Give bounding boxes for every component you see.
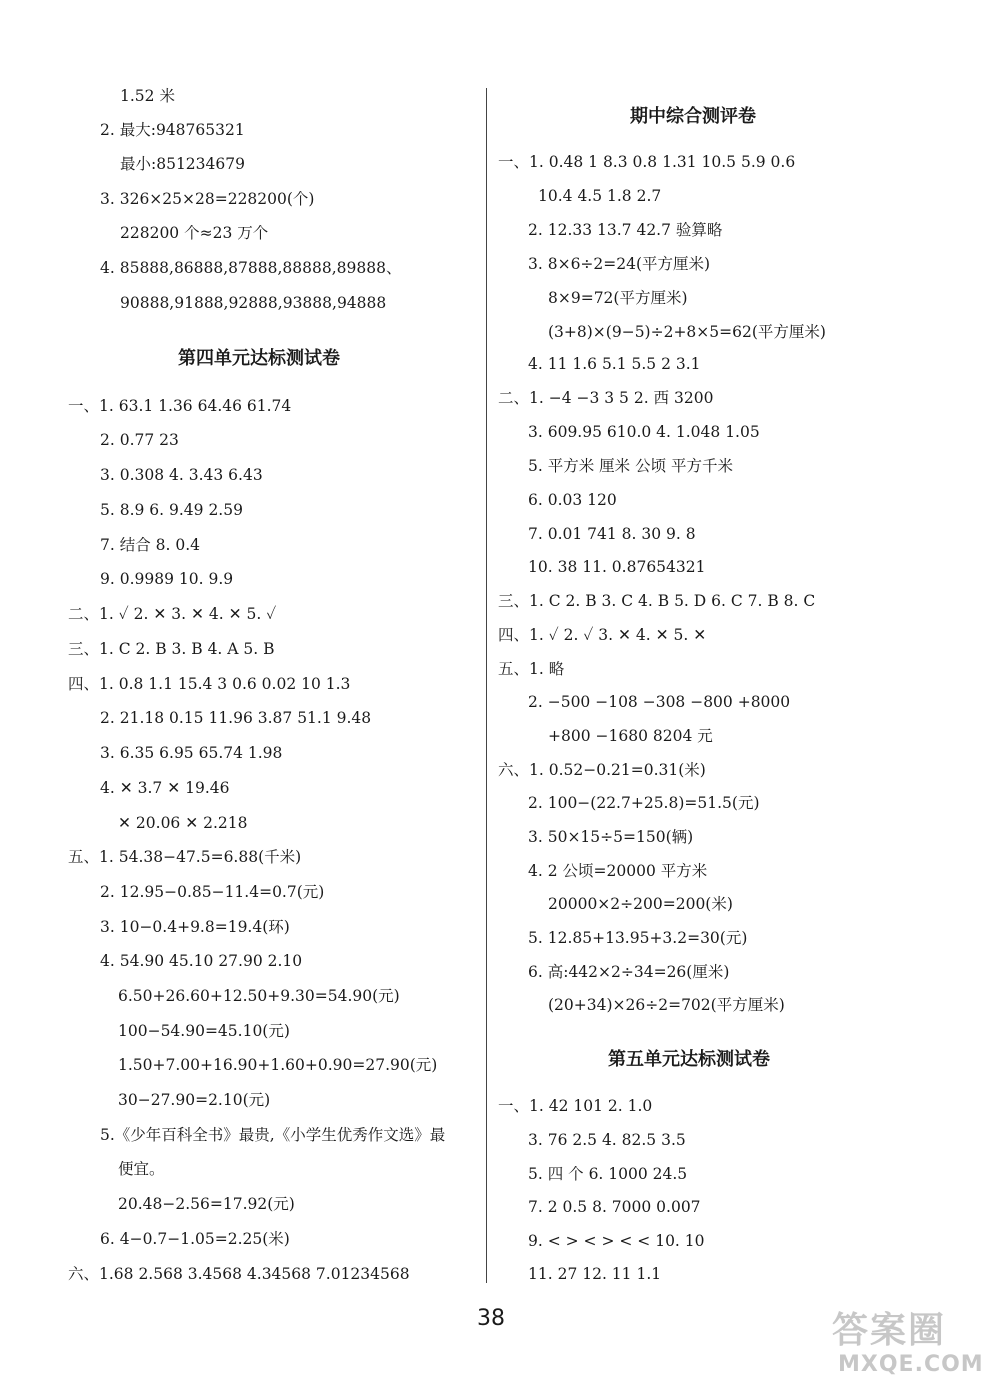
answer-line: 5. 12.85+13.95+3.2=30(元)	[528, 929, 748, 947]
answer-line: 2. −500 −108 −308 −800 +8000	[528, 693, 791, 711]
answer-line: 1.50+7.00+16.90+1.60+0.90=27.90(元)	[118, 1056, 438, 1074]
answer-line: 一、1. 63.1 1.36 64.46 61.74	[68, 397, 292, 415]
answer-line: 6. 高:442×2÷34=26(厘米)	[528, 963, 730, 981]
answer-line: 四、1. 0.8 1.1 15.4 3 0.6 0.02 10 1.3	[68, 675, 351, 693]
answer-line: 2. 最大:948765321	[100, 121, 245, 139]
answer-line: 三、1. C 2. B 3. B 4. A 5. B	[68, 640, 275, 658]
answer-line: 3. 50×15÷5=150(辆)	[528, 828, 694, 846]
answer-line: 三、1. C 2. B 3. C 4. B 5. D 6. C 7. B 8. C	[498, 592, 816, 610]
answer-line: 6. 0.03 120	[528, 491, 617, 509]
answer-line: 2. 12.95−0.85−11.4=0.7(元)	[100, 883, 325, 901]
answer-line: 228200 个≈23 万个	[120, 224, 269, 242]
answer-line: 一、1. 0.48 1 8.3 0.8 1.31 10.5 5.9 0.6	[498, 153, 796, 171]
answer-line: 6.50+26.60+12.50+9.30=54.90(元)	[118, 987, 400, 1005]
answer-line: 五、1. 略	[498, 660, 565, 678]
answer-line: 二、1. ✓ 2. ✕ 3. ✕ 4. ✕ 5. ✓	[68, 605, 277, 623]
answer-line: 二、1. −4 −3 3 5 2. 西 3200	[498, 389, 714, 407]
answer-line: 5. 平方米 厘米 公顷 平方千米	[528, 457, 733, 475]
watermark-title: 答案圈	[832, 1310, 947, 1351]
answer-line: 7. 0.01 741 8. 30 9. 8	[528, 525, 696, 543]
answer-line: 2. 0.77 23	[100, 431, 179, 449]
answer-line: 2. 21.18 0.15 11.96 3.87 51.1 9.48	[100, 709, 372, 727]
section-title: 第四单元达标测试卷	[178, 348, 340, 369]
answer-line: 7. 2 0.5 8. 7000 0.007	[528, 1198, 701, 1216]
answer-line: 7. 结合 8. 0.4	[100, 536, 201, 554]
answer-line: 1.52 米	[120, 87, 175, 105]
answer-line: 3. 6.35 6.95 65.74 1.98	[100, 744, 283, 762]
answer-line: 2. 12.33 13.7 42.7 验算略	[528, 221, 723, 239]
answer-line: 4. 85888,86888,87888,88888,89888、	[100, 259, 402, 277]
answer-line: 2. 100−(22.7+25.8)=51.5(元)	[528, 794, 760, 812]
answer-line: 3. 8×6÷2=24(平方厘米)	[528, 255, 711, 273]
answer-line: 五、1. 54.38−47.5=6.88(千米)	[68, 848, 302, 866]
answer-line: 最小:851234679	[120, 155, 245, 173]
answer-line: 六、1.68 2.568 3.4568 4.34568 7.01234568	[68, 1265, 410, 1283]
answer-line: 9. < > < > < < 10. 10	[528, 1232, 705, 1250]
watermark-url: MXQE.COM	[838, 1352, 984, 1377]
answer-line: 6. 4−0.7−1.05=2.25(米)	[100, 1230, 290, 1248]
section-title: 期中综合测评卷	[630, 106, 756, 127]
answer-line: 20000×2÷200=200(米)	[548, 895, 733, 913]
answer-line: 四、1. ✓ 2. ✓ 3. ✕ 4. ✕ 5. ✕	[498, 626, 707, 644]
answer-line: 5. 8.9 6. 9.49 2.59	[100, 501, 243, 519]
answer-line: +800 −1680 8204 元	[548, 727, 713, 745]
answer-line: 一、1. 42 101 2. 1.0	[498, 1097, 653, 1115]
answer-line: 便宜。	[118, 1160, 165, 1178]
answer-line: 8×9=72(平方厘米)	[548, 289, 688, 307]
answer-line: 3. 10−0.4+9.8=19.4(环)	[100, 918, 290, 936]
answer-line: 10. 38 11. 0.87654321	[528, 558, 706, 576]
answer-line: 90888,91888,92888,93888,94888	[120, 294, 387, 312]
answer-line: 3. 609.95 610.0 4. 1.048 1.05	[528, 423, 760, 441]
answer-line: 4. 2 公顷=20000 平方米	[528, 862, 708, 880]
section-title: 第五单元达标测试卷	[608, 1049, 770, 1070]
answer-line: 11. 27 12. 11 1.1	[528, 1265, 662, 1283]
answer-line: (3+8)×(9−5)÷2+8×5=62(平方厘米)	[548, 323, 826, 341]
answer-line: 100−54.90=45.10(元)	[118, 1022, 290, 1040]
answer-line: 5.《少年百科全书》最贵,《小学生优秀作文选》最	[100, 1126, 446, 1144]
answer-line: 3. 326×25×28=228200(个)	[100, 190, 315, 208]
answer-line: ✕ 20.06 ✕ 2.218	[118, 814, 248, 832]
answer-line: 4. 11 1.6 5.1 5.5 2 3.1	[528, 355, 701, 373]
answer-line: 3. 76 2.5 4. 82.5 3.5	[528, 1131, 686, 1149]
answer-line: 5. 四 个 6. 1000 24.5	[528, 1165, 688, 1183]
page-number: 38	[477, 1306, 505, 1331]
watermark-logo	[822, 1300, 992, 1386]
answer-line: 3. 0.308 4. 3.43 6.43	[100, 466, 263, 484]
answer-line: 六、1. 0.52−0.21=0.31(米)	[498, 761, 706, 779]
answer-line: (20+34)×26÷2=702(平方厘米)	[548, 996, 785, 1014]
answer-line: 20.48−2.56=17.92(元)	[118, 1195, 295, 1213]
answer-line: 9. 0.9989 10. 9.9	[100, 570, 234, 588]
answer-line: 4. 54.90 45.10 27.90 2.10	[100, 952, 303, 970]
column-divider	[486, 88, 487, 1283]
answer-line: 10.4 4.5 1.8 2.7	[538, 187, 662, 205]
answer-line: 30−27.90=2.10(元)	[118, 1091, 271, 1109]
answer-line: 4. ✕ 3.7 ✕ 19.46	[100, 779, 230, 797]
